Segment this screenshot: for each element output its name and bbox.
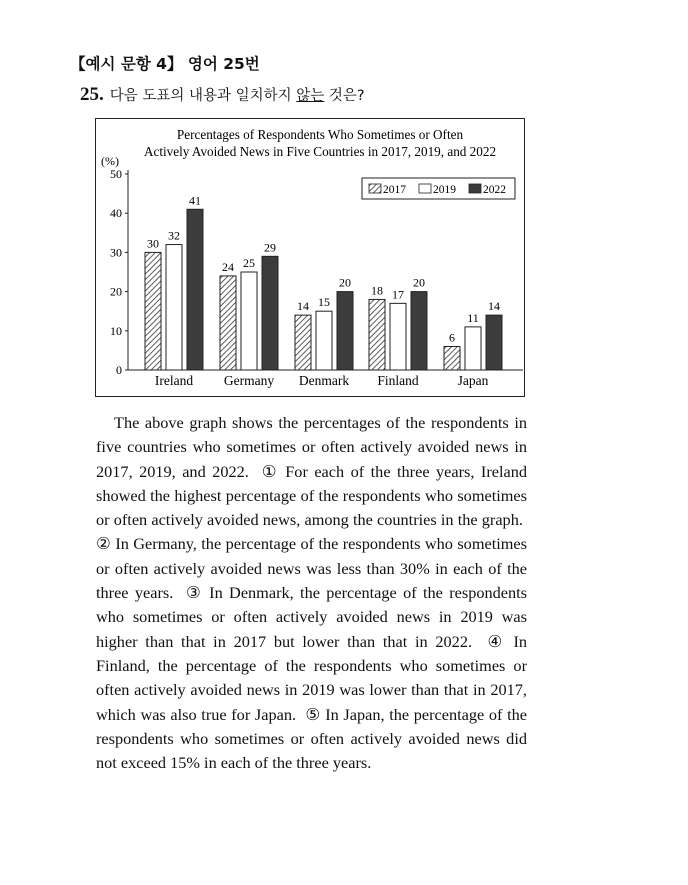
bar-value-label: 17 [392,287,404,302]
chart-frame [95,118,525,397]
legend-swatch-2019 [419,184,431,193]
option-5-sentence: ⑤ In Japan, the percentage of the respondents who sometimes or often actively avoided news did not exceed 15% in each of the three years. [96,704,528,773]
bar-ireland-2019 [166,245,182,370]
bar-value-label: 20 [413,275,425,290]
passage-intro: The above graph shows the percentages of the respondents in five countries who sometimes or often actively avoided news in 2017, 2019, and 2022. [96,413,527,481]
y-tick-label: 10 [110,323,122,338]
legend-label-2019: 2019 [433,184,456,196]
bar-ireland-2022 [187,209,203,370]
bar-japan-2019 [465,327,481,370]
bar-value-label: 14 [297,299,309,314]
bar-germany-2019 [241,272,257,370]
x-category-label: Denmark [298,373,350,388]
bar-value-label: 14 [488,299,500,314]
bar-finland-2022 [411,292,427,370]
option-2-sentence: ② In Germany, the percentage of the respondents who sometimes or often actively avoided news was less than 30% in each of the three years. [96,534,527,603]
bar-value-label: 29 [264,240,276,255]
bar-chart [96,119,526,398]
bar-value-label: 6 [449,330,455,345]
legend-label-2022: 2022 [483,184,506,196]
bar-value-label: 20 [339,275,351,290]
question-number: 25. [80,84,104,105]
bar-japan-2022 [486,315,502,370]
bar-germany-2022 [262,256,278,370]
bar-value-label: 30 [147,236,159,251]
bar-finland-2019 [390,303,406,370]
bar-value-label: 25 [243,256,255,270]
legend-swatch-2022 [469,184,481,193]
bar-denmark-2022 [337,292,353,370]
y-tick-label: 40 [110,206,122,221]
x-category-label: Germany [223,373,275,388]
y-axis-unit-label: (%) [101,154,119,168]
y-tick-label: 20 [110,284,122,299]
bar-value-label: 24 [222,259,234,274]
bar-finland-2017 [369,299,385,370]
bar-value-label: 18 [371,283,383,298]
bar-ireland-2017 [145,252,161,370]
chart-title-line1: Percentages of Respondents Who Sometimes or Often [176,127,464,142]
prompt-after: 것은? [324,88,365,104]
legend-swatch-2017 [369,184,381,193]
bar-denmark-2019 [316,311,332,370]
x-category-label: Japan [457,373,489,388]
legend-label-2017: 2017 [383,184,406,196]
chart-title-line2: Actively Avoided News in Five Countries in 2017, 2019, and 2022 [143,144,497,159]
bar-value-label: 15 [318,295,330,310]
y-tick-label: 50 [110,167,122,181]
bar-value-label: 11 [467,310,479,325]
x-category-label: Finland [377,373,419,388]
option-4-sentence: ④ In Finland, the percentage of the respondents who sometimes or often actively avoided news in 2019 was lower than that in 2017, which was also true for Japan. [96,631,528,724]
y-tick-label: 0 [116,363,122,377]
prompt-underlined-word: 않는 [296,88,325,104]
bar-value-label: 32 [168,228,180,243]
bar-denmark-2017 [295,315,311,370]
bar-japan-2017 [444,346,460,370]
x-category-label: Ireland [154,373,194,388]
prompt-before: 다음 도표의 내용과 일치하지 [109,88,297,104]
passage-paragraph [96,411,527,775]
question-heading [80,84,365,106]
bar-value-label: 41 [189,193,201,208]
exam-item-tag: 【예시 문항 4】 영어 25번 [70,55,260,73]
option-3-sentence: ③ In Denmark, the percentage of the respondents who sometimes or often actively avoided news in 2019 was higher than that in 2017 but lower than that in 2022. [96,583,527,651]
question-prompt [110,88,365,104]
y-tick-label: 30 [110,245,122,260]
bar-germany-2017 [220,276,236,370]
option-1-sentence: ① For each of the three years, Ireland showed the highest percentage of the respondents who sometimes or often actively avoided news, among the countries in the graph. [96,461,528,530]
